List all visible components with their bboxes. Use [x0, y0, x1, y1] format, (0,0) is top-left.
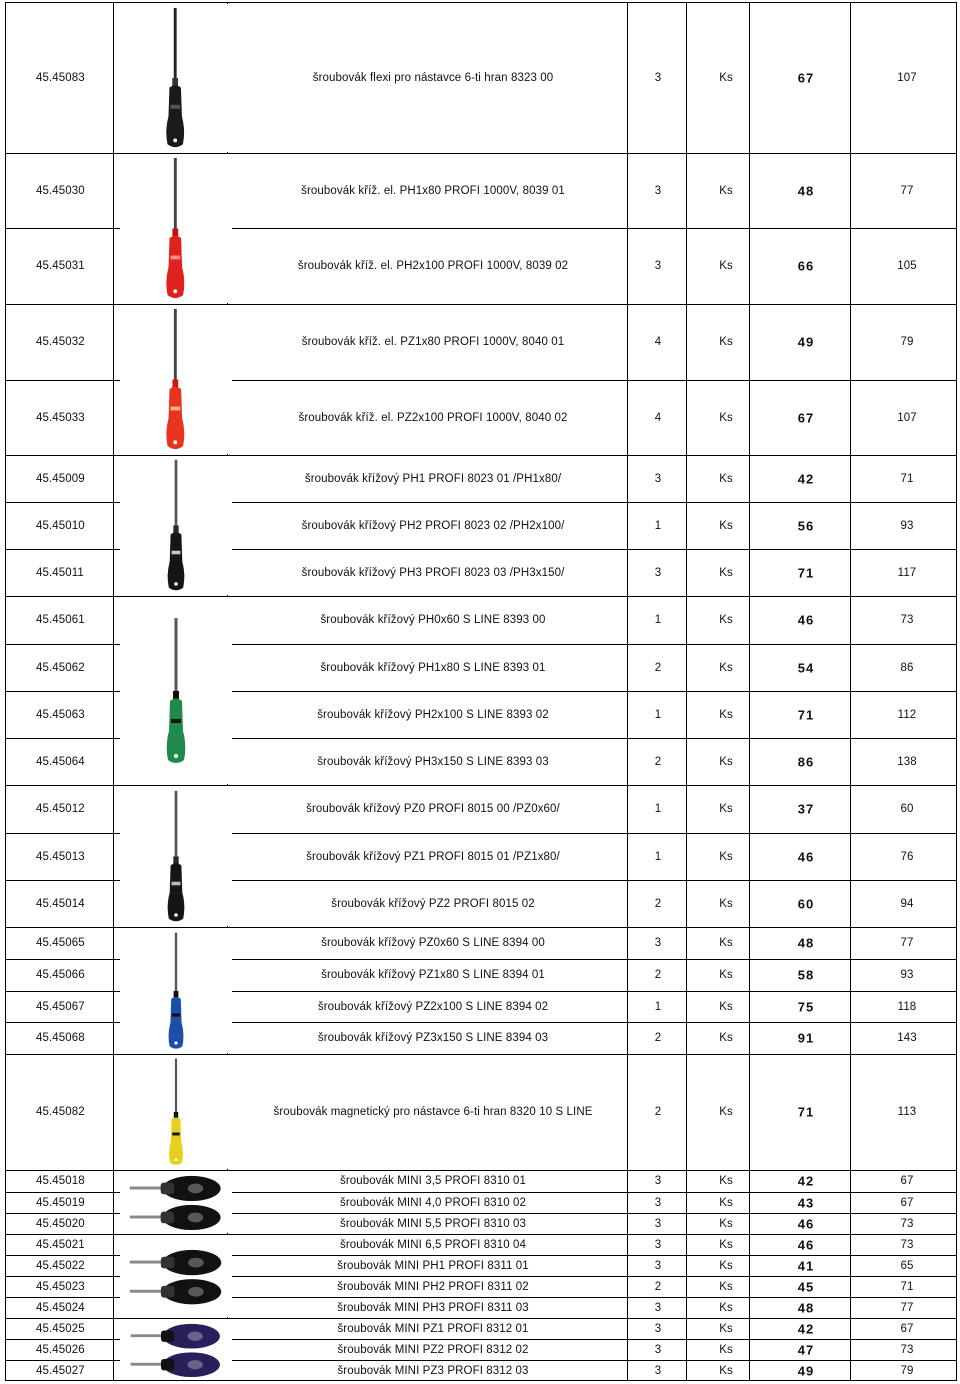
- cell-name: šroubovák MINI PZ3 PROFI 8312 03: [337, 1364, 529, 1377]
- cell-price: 46: [797, 849, 815, 864]
- cell-qty: 1: [654, 1000, 662, 1013]
- cell-name: šroubovák MINI 4,0 PROFI 8310 02: [339, 1196, 526, 1209]
- cell-name: šroubovák křížový PZ0x60 S LINE 8394 00: [321, 937, 545, 949]
- table-row: [6, 880, 956, 927]
- cell-qty: 2: [654, 1280, 662, 1293]
- cell-price2: 60: [900, 803, 914, 815]
- cell-price: 60: [797, 896, 815, 911]
- cell-price: 58: [797, 967, 815, 983]
- cell-code: 45.45083: [36, 72, 85, 84]
- cell-price2: 65: [900, 1259, 914, 1272]
- cell-price: 46: [797, 1216, 815, 1231]
- cell-price: 43: [797, 1195, 815, 1210]
- cell-unit: Ks: [719, 755, 733, 768]
- cell-code: 45.45065: [36, 937, 85, 949]
- cell-qty: 3: [654, 260, 662, 272]
- cell-unit: Ks: [719, 411, 733, 424]
- cell-name: šroubovák křížový PZ1x80 S LINE 8394 01: [321, 969, 545, 981]
- cell-price2: 71: [900, 1280, 914, 1293]
- cell-price: 49: [797, 1363, 815, 1378]
- cell-qty: 3: [654, 937, 662, 949]
- cell-name: šroubovák křížový PZ1 PROFI 8015 01 /PZ1x80/: [306, 850, 560, 863]
- cell-name: šroubovák MINI PH1 PROFI 8311 01: [337, 1259, 529, 1272]
- cell-unit: Ks: [719, 803, 733, 815]
- cell-code: 45.45014: [36, 897, 85, 910]
- cell-price: 48: [797, 183, 815, 198]
- cell-unit: Ks: [719, 614, 733, 626]
- cell-price: 41: [797, 1258, 815, 1273]
- cell-price: 45: [797, 1279, 815, 1294]
- cell-price2: 67: [900, 1175, 914, 1187]
- cell-qty: 3: [654, 72, 662, 84]
- cell-price2: 73: [900, 1343, 914, 1356]
- screwdriver-profi-black-icon: [156, 789, 196, 924]
- cell-code: 45.45067: [36, 1000, 85, 1013]
- cell-qty: 3: [654, 472, 662, 485]
- cell-unit: Ks: [719, 1238, 733, 1251]
- cell-code: 45.45023: [36, 1280, 85, 1293]
- cell-price2: 67: [900, 1196, 914, 1209]
- cell-name: šroubovák křížový PZ0 PROFI 8015 00 /PZ0x60/: [306, 803, 560, 815]
- stubby-screwdriver-icon: [123, 1321, 228, 1378]
- cell-price2: 94: [900, 897, 914, 910]
- screwdriver-profi-black-icon: [156, 458, 196, 593]
- cell-unit: Ks: [719, 850, 733, 863]
- cell-name: šroubovák křížový PH3x150 S LINE 8393 03: [317, 755, 549, 768]
- screwdriver-magnetic-yellow-icon: [156, 1057, 196, 1167]
- cell-name: šroubovák křížový PH2 PROFI 8023 02 /PH2x100/: [301, 519, 565, 532]
- cell-code: 45.45061: [36, 614, 85, 626]
- cell-code: 45.45063: [36, 708, 85, 721]
- cell-qty: 4: [654, 336, 662, 348]
- cell-price: 56: [797, 518, 815, 533]
- product-table: [5, 2, 957, 1381]
- cell-qty: 3: [654, 1322, 662, 1335]
- table-row: [6, 502, 956, 549]
- cell-code: 45.45025: [36, 1322, 85, 1335]
- cell-qty: 2: [654, 1106, 662, 1118]
- cell-qty: 3: [654, 1364, 662, 1377]
- cell-price2: 138: [897, 755, 917, 768]
- cell-qty: 2: [654, 661, 662, 674]
- cell-qty: 4: [654, 411, 662, 424]
- cell-code: 45.45082: [36, 1106, 85, 1118]
- cell-price2: 107: [897, 411, 917, 424]
- table-row: [6, 691, 956, 738]
- cell-unit: Ks: [719, 708, 733, 721]
- screwdriver-sline-blue-icon: [156, 931, 196, 1051]
- cell-price: 91: [797, 1030, 815, 1046]
- cell-code: 45.45009: [36, 472, 85, 485]
- cell-name: šroubovák křížový PH1x80 S LINE 8393 01: [320, 661, 546, 674]
- cell-code: 45.45011: [36, 566, 84, 579]
- table-row: [6, 228, 956, 304]
- table-row: [6, 738, 956, 785]
- cell-price: 66: [797, 258, 815, 274]
- cell-name: šroubovák MINI 5,5 PROFI 8310 03: [339, 1217, 526, 1230]
- cell-code: 45.45013: [36, 850, 85, 863]
- cell-unit: Ks: [719, 1259, 733, 1272]
- cell-code: 45.45031: [36, 260, 85, 272]
- cell-unit: Ks: [719, 1106, 733, 1118]
- cell-unit: Ks: [719, 519, 733, 532]
- cell-name: šroubovák flexi pro nástavce 6-ti hran 8323 00: [312, 72, 554, 84]
- cell-name: šroubovák křížový PZ3x150 S LINE 8394 03: [317, 1032, 549, 1044]
- cell-code: 45.45010: [36, 519, 85, 532]
- cell-code: 45.45022: [36, 1259, 85, 1272]
- cell-unit: Ks: [719, 969, 733, 981]
- cell-name: šroubovák křížový PZ2 PROFI 8015 02: [331, 897, 535, 910]
- cell-unit: Ks: [719, 1000, 733, 1013]
- cell-price: 49: [797, 334, 815, 350]
- table-row: [6, 833, 956, 880]
- table-row: [6, 3, 956, 153]
- cell-price2: 73: [900, 1238, 914, 1251]
- cell-qty: 2: [654, 969, 662, 981]
- screwdriver-insulated-red-icon: [156, 307, 195, 452]
- cell-code: 45.45024: [36, 1301, 85, 1314]
- table-row: [6, 596, 956, 644]
- cell-code: 45.45030: [36, 184, 85, 197]
- cell-price2: 107: [897, 72, 917, 84]
- cell-name: šroubovák křížový PH1 PROFI 8023 01 /PH1x80/: [304, 472, 562, 485]
- cell-unit: Ks: [719, 472, 733, 485]
- cell-qty: 3: [654, 184, 662, 197]
- cell-unit: Ks: [719, 1364, 733, 1377]
- cell-price2: 118: [897, 1000, 917, 1013]
- cell-qty: 1: [654, 850, 662, 863]
- table-row: [6, 991, 956, 1022]
- cell-name: šroubovák křížový PH0x60 S LINE 8393 00: [320, 614, 546, 626]
- cell-qty: 3: [654, 1343, 662, 1356]
- cell-unit: Ks: [719, 1343, 733, 1356]
- stubby-screwdriver-icon: [122, 1247, 229, 1305]
- cell-price2: 79: [900, 1364, 914, 1377]
- cell-price2: 86: [900, 661, 914, 674]
- cell-qty: 2: [654, 755, 662, 768]
- cell-price: 42: [797, 1173, 815, 1189]
- cell-qty: 3: [654, 1217, 662, 1230]
- cell-price2: 143: [897, 1032, 917, 1044]
- cell-price2: 67: [900, 1322, 914, 1335]
- cell-unit: Ks: [719, 1280, 733, 1293]
- stubby-screwdriver-icon: [122, 1173, 228, 1231]
- cell-price2: 76: [900, 850, 914, 863]
- table-row: [6, 455, 956, 502]
- cell-code: 45.45027: [36, 1364, 85, 1377]
- cell-code: 45.45062: [36, 661, 85, 674]
- cell-name: šroubovák křížový PH2x100 S LINE 8393 02: [317, 708, 549, 721]
- cell-price2: 77: [900, 1301, 914, 1314]
- table-row: [6, 549, 956, 596]
- cell-price: 37: [797, 801, 815, 817]
- cell-qty: 2: [654, 897, 662, 910]
- cell-price2: 73: [900, 614, 914, 626]
- cell-code: 45.45032: [36, 336, 85, 348]
- table-row: [6, 304, 956, 380]
- cell-qty: 1: [654, 614, 662, 626]
- cell-qty: 1: [654, 803, 662, 815]
- cell-qty: 3: [654, 1175, 662, 1187]
- cell-price2: 113: [897, 1106, 917, 1118]
- cell-qty: 3: [654, 1301, 662, 1314]
- cell-qty: 3: [654, 1196, 662, 1209]
- table-row: [6, 1054, 956, 1170]
- cell-code: 45.45019: [36, 1196, 85, 1209]
- cell-qty: 3: [654, 1238, 662, 1251]
- cell-price: 71: [797, 707, 815, 722]
- cell-unit: Ks: [719, 566, 733, 579]
- cell-code: 45.45026: [36, 1343, 85, 1356]
- cell-price2: 79: [900, 336, 914, 348]
- cell-qty: 1: [654, 708, 662, 721]
- cell-name: šroubovák magnetický pro nástavce 6-ti hran 8320 10 S LINE: [273, 1106, 593, 1118]
- cell-unit: Ks: [719, 1196, 733, 1209]
- cell-unit: Ks: [719, 336, 733, 348]
- cell-price2: 105: [897, 260, 917, 272]
- cell-price2: 93: [900, 519, 914, 532]
- table-row: [6, 927, 956, 959]
- cell-name: šroubovák MINI PH2 PROFI 8311 02: [337, 1280, 529, 1293]
- cell-unit: Ks: [719, 897, 733, 910]
- cell-unit: Ks: [719, 72, 733, 84]
- cell-name: šroubovák MINI PZ1 PROFI 8312 01: [337, 1322, 529, 1335]
- cell-unit: Ks: [719, 1301, 733, 1314]
- cell-price2: 77: [900, 184, 914, 197]
- cell-price: 71: [797, 565, 815, 580]
- table-row: [6, 380, 956, 455]
- cell-price: 86: [797, 754, 815, 769]
- cell-price: 67: [797, 70, 815, 86]
- cell-name: šroubovák MINI PH3 PROFI 8311 03: [337, 1301, 529, 1314]
- screwdriver-flexi-icon: [156, 6, 194, 150]
- cell-name: šroubovák kříž. el. PH2x100 PROFI 1000V, 8039 02: [297, 260, 569, 272]
- cell-code: 45.45018: [36, 1175, 85, 1187]
- cell-name: šroubovák kříž. el. PZ1x80 PROFI 1000V, 8040 01: [301, 336, 565, 348]
- cell-qty: 2: [654, 1032, 662, 1044]
- cell-price: 75: [797, 999, 815, 1014]
- screwdriver-sline-green-icon: [156, 616, 196, 766]
- cell-price: 47: [797, 1342, 815, 1357]
- screwdriver-insulated-red-icon: [156, 156, 195, 301]
- cell-price: 48: [797, 935, 815, 951]
- cell-unit: Ks: [719, 1322, 733, 1335]
- cell-price: 48: [797, 1300, 815, 1315]
- cell-unit: Ks: [719, 1175, 733, 1187]
- cell-unit: Ks: [719, 184, 733, 197]
- cell-unit: Ks: [719, 1217, 733, 1230]
- cell-unit: Ks: [719, 661, 733, 674]
- cell-price: 46: [797, 1237, 815, 1252]
- cell-code: 45.45012: [36, 803, 85, 815]
- cell-name: šroubovák kříž. el. PZ2x100 PROFI 1000V, 8040 02: [298, 411, 568, 424]
- cell-code: 45.45020: [36, 1217, 85, 1230]
- cell-code: 45.45064: [36, 755, 85, 768]
- table-row: [6, 644, 956, 691]
- cell-price: 46: [797, 612, 815, 628]
- table-row: [6, 1022, 956, 1054]
- cell-price2: 77: [900, 937, 914, 949]
- cell-name: šroubovák MINI 6,5 PROFI 8310 04: [339, 1238, 526, 1251]
- cell-price2: 93: [900, 969, 914, 981]
- cell-code: 45.45068: [36, 1032, 85, 1044]
- cell-price: 54: [797, 660, 815, 675]
- cell-unit: Ks: [719, 937, 733, 949]
- cell-name: šroubovák MINI 3,5 PROFI 8310 01: [339, 1175, 526, 1187]
- cell-name: šroubovák křížový PZ2x100 S LINE 8394 02: [317, 1000, 549, 1013]
- cell-qty: 3: [654, 1259, 662, 1272]
- cell-price: 71: [797, 1104, 815, 1120]
- cell-name: šroubovák MINI PZ2 PROFI 8312 02: [337, 1343, 529, 1356]
- cell-name: šroubovák kříž. el. PH1x80 PROFI 1000V, 8039 01: [301, 184, 565, 197]
- cell-unit: Ks: [719, 1032, 733, 1044]
- cell-price: 42: [797, 1321, 815, 1336]
- cell-unit: Ks: [719, 260, 733, 272]
- table-row: [6, 153, 956, 228]
- cell-price2: 112: [897, 708, 917, 721]
- cell-code: 45.45066: [36, 969, 85, 981]
- cell-price: 67: [797, 410, 815, 425]
- table-row: [6, 785, 956, 833]
- cell-code: 45.45021: [36, 1238, 85, 1251]
- cell-price2: 71: [900, 472, 914, 485]
- cell-price2: 117: [897, 566, 917, 579]
- cell-name: šroubovák křížový PH3 PROFI 8023 03 /PH3x150/: [301, 566, 565, 579]
- cell-qty: 3: [654, 566, 662, 579]
- cell-code: 45.45033: [36, 411, 85, 424]
- cell-price: 42: [797, 471, 815, 486]
- cell-qty: 1: [654, 519, 662, 532]
- cell-price2: 73: [900, 1217, 914, 1230]
- table-row: [6, 959, 956, 991]
